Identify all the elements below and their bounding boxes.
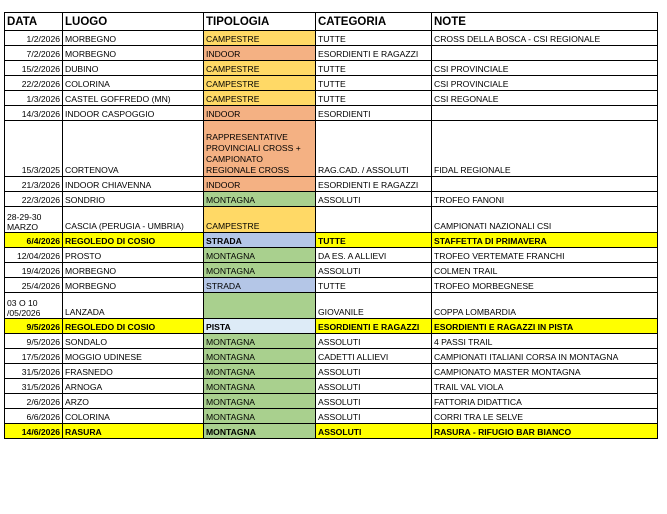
cell-categoria[interactable]: RAG.CAD. / ASSOLUTI bbox=[316, 121, 432, 177]
cell-categoria[interactable]: ASSOLUTI bbox=[316, 379, 432, 394]
cell-categoria[interactable]: CADETTI ALLIEVI bbox=[316, 349, 432, 364]
cell-tipologia[interactable]: MONTAGNA bbox=[204, 263, 316, 278]
cell-categoria[interactable]: TUTTE bbox=[316, 61, 432, 76]
cell-luogo[interactable]: MOGGIO UDINESE bbox=[63, 349, 204, 364]
cell-tipologia[interactable]: RAPPRESENTATIVE PROVINCIALI CROSS + CAMPIONATO REGIONALE CROSS bbox=[204, 121, 316, 177]
cell-tipologia[interactable]: CAMPESTRE bbox=[204, 207, 316, 233]
cell-luogo[interactable]: LANZADA bbox=[63, 293, 204, 319]
cell-tipologia[interactable]: CAMPESTRE bbox=[204, 76, 316, 91]
table-row bbox=[5, 349, 658, 364]
cell-note[interactable]: TROFEO MORBEGNESE bbox=[432, 278, 658, 293]
cell-luogo[interactable]: RASURA bbox=[63, 424, 204, 439]
cell-note[interactable]: STAFFETTA DI PRIMAVERA bbox=[432, 233, 658, 248]
cell-tipologia[interactable]: MONTAGNA bbox=[204, 394, 316, 409]
cell-tipologia[interactable]: MONTAGNA bbox=[204, 334, 316, 349]
cell-data[interactable]: 31/5/2026 bbox=[5, 364, 63, 379]
cell-data[interactable]: 15/3/2025 bbox=[5, 121, 63, 177]
cell-tipologia[interactable]: MONTAGNA bbox=[204, 192, 316, 207]
cell-tipologia[interactable]: CAMPESTRE bbox=[204, 91, 316, 106]
cell-categoria[interactable]: ASSOLUTI bbox=[316, 192, 432, 207]
header-note: NOTE bbox=[432, 13, 658, 31]
cell-categoria[interactable]: ASSOLUTI bbox=[316, 409, 432, 424]
cell-data[interactable]: 19/4/2026 bbox=[5, 263, 63, 278]
table-row bbox=[5, 364, 658, 379]
table-row bbox=[5, 192, 658, 207]
cell-data[interactable]: 9/5/2026 bbox=[5, 334, 63, 349]
cell-categoria[interactable]: ESORDIENTI E RAGAZZI bbox=[316, 177, 432, 192]
cell-note[interactable]: TROFEO FANONI bbox=[432, 192, 658, 207]
cell-categoria[interactable]: ESORDIENTI E RAGAZZI bbox=[316, 46, 432, 61]
cell-note[interactable]: ESORDIENTI E RAGAZZI IN PISTA bbox=[432, 319, 658, 334]
table-row bbox=[5, 394, 658, 409]
cell-categoria[interactable] bbox=[316, 207, 432, 233]
cell-categoria[interactable]: ASSOLUTI bbox=[316, 424, 432, 439]
cell-data[interactable]: 14/3/2026 bbox=[5, 106, 63, 121]
table-row bbox=[5, 293, 658, 319]
cell-categoria[interactable]: TUTTE bbox=[316, 76, 432, 91]
cell-note[interactable]: CAMPIONATO MASTER MONTAGNA bbox=[432, 364, 658, 379]
cell-luogo[interactable]: MORBEGNO bbox=[63, 278, 204, 293]
cell-tipologia[interactable]: PISTA bbox=[204, 319, 316, 334]
table-row bbox=[5, 121, 658, 177]
header-categoria: CATEGORIA bbox=[316, 13, 432, 31]
table-row-highlight bbox=[5, 424, 658, 439]
cell-note[interactable]: COPPA LOMBARDIA bbox=[432, 293, 658, 319]
cell-data[interactable]: 6/4/2026 bbox=[5, 233, 63, 248]
cell-data[interactable]: 28-29-30 MARZO bbox=[5, 207, 63, 233]
cell-note[interactable] bbox=[432, 177, 658, 192]
cell-categoria[interactable]: TUTTE bbox=[316, 31, 432, 46]
cell-luogo[interactable]: PROSTO bbox=[63, 248, 204, 263]
cell-data[interactable]: 25/4/2026 bbox=[5, 278, 63, 293]
cell-note[interactable]: CROSS DELLA BOSCA - CSI REGIONALE bbox=[432, 31, 658, 46]
cell-tipologia[interactable]: MONTAGNA bbox=[204, 379, 316, 394]
cell-luogo[interactable]: CORTENOVA bbox=[63, 121, 204, 177]
cell-luogo[interactable]: SONDALO bbox=[63, 334, 204, 349]
cell-note[interactable]: 4 PASSI TRAIL bbox=[432, 334, 658, 349]
cell-data[interactable]: 12/04/2026 bbox=[5, 248, 63, 263]
cell-note[interactable]: CAMPIONATI ITALIANI CORSA IN MONTAGNA bbox=[432, 349, 658, 364]
cell-note[interactable]: CSI PROVINCIALE bbox=[432, 61, 658, 76]
cell-luogo[interactable]: DUBINO bbox=[63, 61, 204, 76]
cell-luogo[interactable]: CASTEL GOFFREDO (MN) bbox=[63, 91, 204, 106]
cell-luogo[interactable]: INDOOR CASPOGGIO bbox=[63, 106, 204, 121]
cell-tipologia[interactable] bbox=[204, 293, 316, 319]
cell-tipologia[interactable]: STRADA bbox=[204, 278, 316, 293]
cell-tipologia[interactable]: MONTAGNA bbox=[204, 349, 316, 364]
cell-categoria[interactable]: ESORDIENTI E RAGAZZI bbox=[316, 319, 432, 334]
cell-note[interactable]: CSI PROVINCIALE bbox=[432, 76, 658, 91]
cell-data[interactable]: 1/3/2026 bbox=[5, 91, 63, 106]
cell-data[interactable]: 9/5/2026 bbox=[5, 319, 63, 334]
cell-data[interactable]: 7/2/2026 bbox=[5, 46, 63, 61]
table-row bbox=[5, 61, 658, 76]
header-row bbox=[5, 13, 658, 31]
cell-luogo[interactable]: MORBEGNO bbox=[63, 263, 204, 278]
table-row bbox=[5, 76, 658, 91]
cell-categoria[interactable]: TUTTE bbox=[316, 233, 432, 248]
cell-categoria[interactable]: ESORDIENTI bbox=[316, 106, 432, 121]
header-tipologia: TIPOLOGIA bbox=[204, 13, 316, 31]
table-row bbox=[5, 106, 658, 121]
cell-luogo[interactable]: REGOLEDO DI COSIO bbox=[63, 233, 204, 248]
cell-luogo[interactable]: COLORINA bbox=[63, 409, 204, 424]
cell-tipologia[interactable]: CAMPESTRE bbox=[204, 61, 316, 76]
table-row bbox=[5, 177, 658, 192]
table-row bbox=[5, 379, 658, 394]
table-row-highlight bbox=[5, 319, 658, 334]
cell-luogo[interactable]: FRASNEDO bbox=[63, 364, 204, 379]
cell-tipologia[interactable]: INDOOR bbox=[204, 106, 316, 121]
cell-note[interactable] bbox=[432, 106, 658, 121]
cell-luogo[interactable]: MORBEGNO bbox=[63, 31, 204, 46]
table-row bbox=[5, 207, 658, 233]
cell-categoria[interactable]: ASSOLUTI bbox=[316, 364, 432, 379]
table-row bbox=[5, 334, 658, 349]
cell-categoria[interactable]: TUTTE bbox=[316, 278, 432, 293]
cell-note[interactable]: FATTORIA DIDATTICA bbox=[432, 394, 658, 409]
cell-luogo[interactable]: COLORINA bbox=[63, 76, 204, 91]
cell-note[interactable]: RASURA - RIFUGIO BAR BIANCO bbox=[432, 424, 658, 439]
cell-data[interactable]: 15/2/2026 bbox=[5, 61, 63, 76]
cell-note[interactable]: TROFEO VERTEMATE FRANCHI bbox=[432, 248, 658, 263]
cell-luogo[interactable]: MORBEGNO bbox=[63, 46, 204, 61]
cell-data[interactable]: 03 O 10 /05/2026 bbox=[5, 293, 63, 319]
cell-tipologia[interactable]: INDOOR bbox=[204, 177, 316, 192]
cell-note[interactable]: CAMPIONATI NAZIONALI CSI bbox=[432, 207, 658, 233]
cell-tipologia[interactable]: MONTAGNA bbox=[204, 364, 316, 379]
cell-note[interactable]: TRAIL VAL VIOLA bbox=[432, 379, 658, 394]
cell-data[interactable]: 31/5/2026 bbox=[5, 379, 63, 394]
header-data: DATA bbox=[5, 13, 63, 31]
cell-categoria[interactable]: GIOVANILE bbox=[316, 293, 432, 319]
table-row bbox=[5, 46, 658, 61]
cell-luogo[interactable]: CASCIA (PERUGIA - UMBRIA) bbox=[63, 207, 204, 233]
cell-data[interactable]: 21/3/2026 bbox=[5, 177, 63, 192]
cell-categoria[interactable]: DA ES. A ALLIEVI bbox=[316, 248, 432, 263]
table-row bbox=[5, 409, 658, 424]
table-row bbox=[5, 263, 658, 278]
cell-categoria[interactable]: ASSOLUTI bbox=[316, 394, 432, 409]
table-row bbox=[5, 248, 658, 263]
cell-data[interactable]: 1/2/2026 bbox=[5, 31, 63, 46]
cell-data[interactable]: 17/5/2026 bbox=[5, 349, 63, 364]
cell-categoria[interactable]: ASSOLUTI bbox=[316, 334, 432, 349]
events-table bbox=[4, 12, 658, 439]
cell-tipologia[interactable]: INDOOR bbox=[204, 46, 316, 61]
cell-note[interactable]: CORRI TRA LE SELVE bbox=[432, 409, 658, 424]
table-row bbox=[5, 31, 658, 46]
cell-note[interactable]: COLMEN TRAIL bbox=[432, 263, 658, 278]
cell-luogo[interactable]: SONDRIO bbox=[63, 192, 204, 207]
cell-luogo[interactable]: ARNOGA bbox=[63, 379, 204, 394]
cell-luogo[interactable]: REGOLEDO DI COSIO bbox=[63, 319, 204, 334]
cell-note[interactable]: CSI REGONALE bbox=[432, 91, 658, 106]
cell-tipologia[interactable]: CAMPESTRE bbox=[204, 31, 316, 46]
cell-tipologia[interactable]: STRADA bbox=[204, 233, 316, 248]
cell-data[interactable]: 2/6/2026 bbox=[5, 394, 63, 409]
cell-data[interactable]: 14/6/2026 bbox=[5, 424, 63, 439]
cell-luogo[interactable]: INDOOR CHIAVENNA bbox=[63, 177, 204, 192]
header-luogo: LUOGO bbox=[63, 13, 204, 31]
cell-categoria[interactable]: TUTTE bbox=[316, 91, 432, 106]
cell-data[interactable]: 22/3/2026 bbox=[5, 192, 63, 207]
cell-tipologia[interactable]: MONTAGNA bbox=[204, 248, 316, 263]
cell-data[interactable]: 22/2/2026 bbox=[5, 76, 63, 91]
cell-tipologia[interactable]: MONTAGNA bbox=[204, 424, 316, 439]
cell-categoria[interactable]: ASSOLUTI bbox=[316, 263, 432, 278]
cell-note[interactable] bbox=[432, 46, 658, 61]
cell-note[interactable]: FIDAL REGIONALE bbox=[432, 121, 658, 177]
cell-data[interactable]: 6/6/2026 bbox=[5, 409, 63, 424]
cell-luogo[interactable]: ARZO bbox=[63, 394, 204, 409]
table-row bbox=[5, 278, 658, 293]
cell-tipologia[interactable]: MONTAGNA bbox=[204, 409, 316, 424]
table-row-highlight bbox=[5, 233, 658, 248]
table-row bbox=[5, 91, 658, 106]
